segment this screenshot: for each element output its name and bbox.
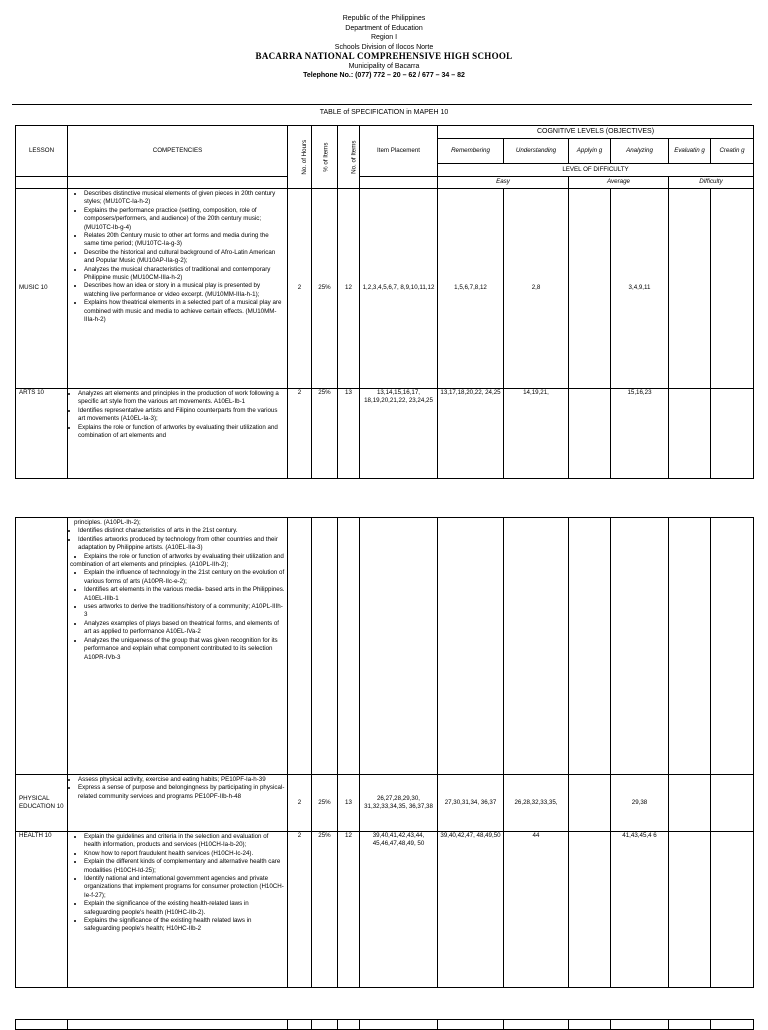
percent-cell	[312, 518, 338, 775]
items-cell	[338, 518, 360, 775]
lesson-arts-cont	[16, 518, 68, 775]
region-line: Region I	[370, 34, 398, 41]
placement-header: Item Placement	[360, 126, 438, 177]
placement-cell	[360, 518, 438, 775]
competencies-music: • Describes distinctive musical elements of given pieces in 20th century styles; (MU10TC-Ia-h-2) • Explains the performance practice (setting, composition, role of composers/performers, and audience) of the 20th century music; (MU10TC-Ib-g-4) • Relates 20th Century music to other art forms and media during the same time period; (MU10TC-Ia-g-3) • Describe the historical and cultural background of Afro-Latin American and Popular Music (MU10AP-IIa-g-2); • Analyzes the musical characteristics of traditional and contemporary Philippine music (MU10CM-IIIa-h-2) • Describes how an idea or story in a musical play is presented by watching live performance or video excerpt. (MU10MM-IIIa-h-1); • Explains how theatrical elements in a selected part of a musical play are combined with music and media to achieve certain effects. (MU10MM-IIIa-h-2)	[68, 189, 288, 389]
understanding-cell	[504, 518, 569, 775]
items-header: No. of Items	[338, 126, 360, 189]
creating-cell	[711, 389, 754, 479]
blank-lesson-cell	[16, 177, 68, 189]
hours-cell	[288, 518, 312, 775]
applying-header: Applyin g	[569, 139, 611, 164]
remembering-cell: 27,30,31,34, 36,37	[438, 775, 504, 832]
table-row	[16, 832, 754, 988]
percent-cell: 25%	[312, 389, 338, 479]
cognitive-levels-header: COGNITIVE LEVELS (OBJECTIVES)	[438, 126, 754, 139]
creating-cell	[711, 189, 754, 389]
evaluating-cell	[669, 775, 711, 832]
specification-table-page3-edge	[15, 1019, 754, 1030]
lesson-music: MUSIC 10	[16, 189, 68, 389]
difficult-header: Difficulty	[669, 177, 754, 189]
understanding-cell: 14,19,21,	[504, 389, 569, 479]
difficulty-header: LEVEL OF DIFFICULTY	[438, 164, 754, 177]
hours-cell: 2	[288, 189, 312, 389]
specification-table-page1	[15, 125, 754, 479]
letterhead	[0, 14, 768, 81]
applying-cell	[569, 389, 611, 479]
lesson-header: LESSON	[16, 126, 68, 177]
placement-cell: 1,2,3,4,5,6,7, 8,9,10,11,12	[360, 189, 438, 389]
analyzing-cell: 41,43,45,4 6	[611, 832, 669, 988]
creating-cell	[711, 518, 754, 775]
remembering-cell: 39,40,42,47, 48,49,50	[438, 832, 504, 988]
items-cell: 13	[338, 389, 360, 479]
applying-cell	[569, 518, 611, 775]
understanding-header: Understanding	[504, 139, 569, 164]
table-row	[16, 518, 754, 775]
applying-cell	[569, 832, 611, 988]
analyzing-cell: 15,16,23	[611, 389, 669, 479]
analyzing-cell	[611, 518, 669, 775]
analyzing-cell: 29,38	[611, 775, 669, 832]
hours-header: No. of Hours	[288, 126, 312, 189]
competencies-pe: • Assess physical activity, exercise and eating habits; PE10PF-Ia-h-39 • Express a sense of purpose and belongingness by participating in physical-related community services and programs PE10PF-IIb-h-48	[68, 775, 288, 832]
blank-placement-cell	[360, 177, 438, 189]
percent-cell: 25%	[312, 775, 338, 832]
municipality-line: Municipality of Bacarra	[348, 62, 420, 70]
lesson-arts: ARTS 10	[16, 389, 68, 479]
remembering-cell: 13,17,18,20,22, 24,25	[438, 389, 504, 479]
understanding-cell: 44	[504, 832, 569, 988]
evaluating-cell	[669, 832, 711, 988]
document-title: TABLE of SPECIFICATION in MAPEH 10	[319, 109, 449, 116]
evaluating-cell	[669, 189, 711, 389]
hours-cell: 2	[288, 389, 312, 479]
analyzing-header: Analyzing	[611, 139, 669, 164]
table-row	[16, 775, 754, 832]
lesson-health: HEALTH 10	[16, 832, 68, 988]
department-line: Department of Education	[345, 24, 423, 32]
analyzing-cell: 3,4,9,11	[611, 189, 669, 389]
understanding-cell: 26,28,32,33,35,	[504, 775, 569, 832]
percent-header: % of Items	[312, 126, 338, 189]
republic-line: Republic of the Philippines	[342, 15, 426, 22]
competencies-health: • Explain the guidelines and criteria in the selection and evaluation of health information, products and services (H10CH-Ia-b-20); • Know how to report fraudulent health services (H10CH-Ic-24). • Explain the different kinds of complementary and alternative health care modalities (H10CH-Id-25); • Identify national and international government agencies and private organizations that implement programs for consumer protection (H10CH-Ie-f-27); • Explain the significance of the existing health-related laws in safeguarding people's health (H10HC-IIb-2). • Explains the significance of the existing health related laws in safeguarding people's health; H10HC-IIb-2	[68, 832, 288, 988]
evaluating-cell	[669, 518, 711, 775]
hours-cell: 2	[288, 775, 312, 832]
evaluating-cell	[669, 389, 711, 479]
understanding-cell: 2,8	[504, 189, 569, 389]
items-cell: 13	[338, 775, 360, 832]
competencies-header: COMPETENCIES	[68, 126, 288, 177]
remembering-cell: 1,5,6,7,8,12	[438, 189, 504, 389]
placement-cell: 13,14,15,16,17, 18,19,20,21,22, 23,24,25	[360, 389, 438, 479]
easy-header: Easy	[438, 177, 569, 189]
items-cell: 12	[338, 832, 360, 988]
creating-cell	[711, 832, 754, 988]
lesson-pe: PHYSICAL EDUCATION 10	[16, 775, 68, 832]
percent-cell: 25%	[312, 832, 338, 988]
average-header: Average	[569, 177, 669, 189]
remembering-cell	[438, 518, 504, 775]
percent-cell: 25%	[312, 189, 338, 389]
school-name: BACARRA NATIONAL COMPREHENSIVE HIGH SCHOOL	[255, 51, 513, 61]
specification-table-page2	[15, 517, 754, 988]
competencies-arts-cont: principles. (A10PL-Ih-2); • Identifies distinct characteristics of arts in the 21st century. • Identifies artworks produced by technology from other countries and their adaptation by Philippine artists. (A10EL-IIa-3) • Explains the role or function of artworks by evaluating their utilization and combination of art elements and principles. (A10PL-IIh-2); • Explain the influence of technology in the 21st century on the evolution of various forms of arts (A10PR-IIc-e-2); • Identifies art elements in the various media- based arts in the Philippines. A10EL-IIIb-1 • uses artworks to derive the traditions/history of a community; A10PL-IIIh-3 • Analyzes examples of plays based on theatrical forms, and elements of art as applied to performance A10EL-IVa-2 • Analyzes the uniqueness of the group that was given recognition for its performance and explain what component contributed to its selection A10PR-IVb-3	[68, 518, 288, 775]
blank-competency-cell	[68, 177, 288, 189]
creating-cell	[711, 775, 754, 832]
table-row	[16, 1020, 754, 1030]
applying-cell	[569, 775, 611, 832]
telephone-line: Telephone No.: (077) 772 – 20 – 62 / 677 – 34 – 82	[303, 72, 465, 79]
division-line: Schools Division of Ilocos Norte	[334, 43, 434, 51]
evaluating-header: Evaluatin g	[669, 139, 711, 164]
header-rule	[12, 104, 752, 105]
hours-cell: 2	[288, 832, 312, 988]
items-cell: 12	[338, 189, 360, 389]
table-row	[16, 389, 754, 479]
remembering-header: Remembering	[438, 139, 504, 164]
placement-cell: 39,40,41,42,43,44, 45,46,47,48,49, 50	[360, 832, 438, 988]
competencies-arts: • Analyzes art elements and principles in the production of work following a specific art style from the various art movements. A10EL-Ib-1 • Identifies representative artists and Filipino counterparts from the various art movements (A10EL-Ia-3); • Explains the role or function of artworks by evaluating their utilization and combination of art elements and	[68, 389, 288, 479]
applying-cell	[569, 189, 611, 389]
placement-cell: 26,27,28,29,30, 31,32,33,34,35, 36,37,38	[360, 775, 438, 832]
table-row	[16, 189, 754, 389]
creating-header: Creatin g	[711, 139, 754, 164]
